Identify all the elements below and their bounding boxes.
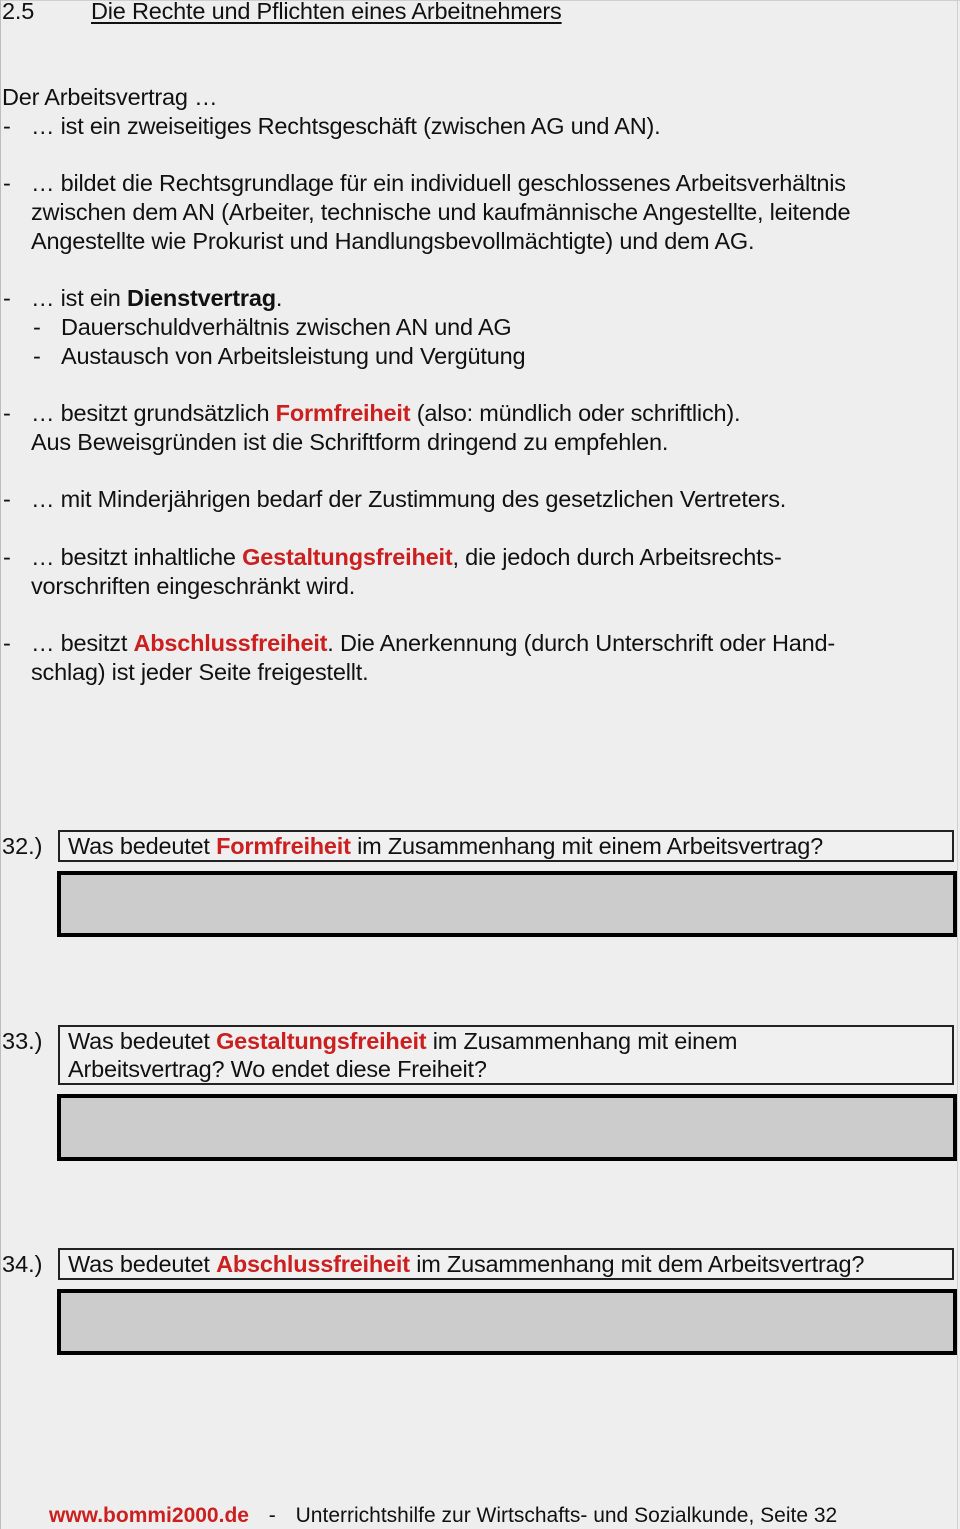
question-34-box bbox=[58, 1248, 954, 1280]
page-border-right bbox=[957, 0, 958, 1529]
bullet-3-subitem-1: Dauerschuldverhältnis zwischen AN und AG bbox=[61, 314, 512, 340]
question-34-pre: Was bedeutet bbox=[68, 1251, 217, 1277]
question-32-text bbox=[68, 832, 823, 861]
bullet-6-line-2: vorschriften eingeschränkt wird. bbox=[31, 573, 356, 599]
question-33-number: 33.) bbox=[2, 1028, 43, 1054]
bullet-5-text: … mit Minderjährigen bedarf der Zustimmung des gesetzlichen Vertreters. bbox=[31, 486, 787, 512]
bullet-dash: - bbox=[3, 285, 11, 311]
answer-33-field[interactable] bbox=[57, 1094, 957, 1161]
question-32-pre: Was bedeutet bbox=[68, 833, 217, 859]
bullet-3-subitem-2: Austausch von Arbeitsleistung und Vergütung bbox=[61, 343, 526, 369]
answer-32-field[interactable] bbox=[57, 871, 957, 937]
bullet-dash: - bbox=[3, 544, 11, 570]
footer-separator: - bbox=[268, 1504, 276, 1527]
bullet-7-line-2: schlag) ist jeder Seite freigestellt. bbox=[31, 659, 369, 685]
answer-34-field[interactable] bbox=[57, 1289, 957, 1355]
question-33-highlight: Gestaltungsfreiheit bbox=[216, 1028, 427, 1054]
bullet-2-line-1: … bildet die Rechtsgrundlage für ein individuell geschlossenes Arbeitsverhältnis bbox=[31, 170, 846, 196]
intro-text: Der Arbeitsvertrag … bbox=[2, 84, 218, 110]
bullet-2-line-2: zwischen dem AN (Arbeiter, technische und kaufmännische Angestellte, leitende bbox=[31, 199, 851, 225]
question-33-line-1 bbox=[68, 1027, 737, 1056]
bullet-4-pre: … besitzt grundsätzlich bbox=[31, 400, 276, 426]
bullet-dash: - bbox=[3, 113, 11, 139]
bullet-dash: - bbox=[3, 400, 11, 426]
bullet-4-line-1 bbox=[31, 399, 740, 428]
bullet-6-highlight: Gestaltungsfreiheit bbox=[242, 544, 453, 570]
bullet-dash: - bbox=[3, 486, 11, 512]
question-34-text bbox=[68, 1250, 864, 1279]
footer-site-link[interactable]: www.bommi2000.de bbox=[49, 1504, 249, 1527]
question-34-number: 34.) bbox=[2, 1251, 43, 1277]
question-32-post: im Zusammenhang mit einem Arbeitsvertrag? bbox=[350, 833, 824, 859]
question-33-line-2: Arbeitsvertrag? Wo endet diese Freiheit? bbox=[68, 1056, 487, 1082]
question-34-highlight: Abschlussfreiheit bbox=[216, 1251, 410, 1277]
question-33-box bbox=[58, 1025, 954, 1085]
bullet-6-pre: … besitzt inhaltliche bbox=[31, 544, 243, 570]
question-34-post: im Zusammenhang mit dem Arbeitsvertrag? bbox=[409, 1251, 865, 1277]
bullet-1-text: … ist ein zweiseitiges Rechtsgeschäft (zwischen AG und AN). bbox=[31, 113, 661, 139]
bullet-7-post: . Die Anerkennung (durch Unterschrift oder Hand- bbox=[327, 630, 835, 656]
bullet-7-line-1 bbox=[31, 629, 835, 658]
question-32-highlight: Formfreiheit bbox=[216, 833, 351, 859]
bullet-2-line-3: Angestellte wie Prokurist und Handlungsbevollmächtigte) und dem AG. bbox=[31, 228, 755, 254]
subitem-dash: - bbox=[33, 343, 41, 369]
subitem-dash: - bbox=[33, 314, 41, 340]
bullet-3-post: . bbox=[275, 285, 283, 311]
page-border-left bbox=[0, 0, 1, 1529]
bullet-dash: - bbox=[3, 170, 11, 196]
bullet-7-pre: … besitzt bbox=[31, 630, 134, 656]
question-32-box bbox=[58, 830, 954, 862]
bullet-4-post: (also: mündlich oder schriftlich). bbox=[410, 400, 741, 426]
bullet-4-line-2: Aus Beweisgründen ist die Schriftform dringend zu empfehlen. bbox=[31, 429, 669, 455]
page-footer bbox=[49, 1503, 837, 1529]
question-33-post: im Zusammenhang mit einem bbox=[426, 1028, 738, 1054]
bullet-7-highlight: Abschlussfreiheit bbox=[133, 630, 328, 656]
section-number: 2.5 bbox=[2, 0, 35, 24]
bullet-6-post: , die jedoch durch Arbeitsrechts- bbox=[452, 544, 782, 570]
bullet-3-text bbox=[31, 284, 282, 313]
bullet-3-bold: Dienstvertrag bbox=[126, 285, 276, 311]
bullet-6-line-1 bbox=[31, 543, 782, 572]
section-title: Die Rechte und Pflichten eines Arbeitnehmers bbox=[91, 0, 562, 24]
question-33-pre: Was bedeutet bbox=[68, 1028, 217, 1054]
question-32-number: 32.) bbox=[2, 833, 43, 859]
footer-text: Unterrichtshilfe zur Wirtschafts- und Sozialkunde, Seite 32 bbox=[295, 1504, 838, 1527]
bullet-3-pre: … ist ein bbox=[31, 285, 127, 311]
bullet-dash: - bbox=[3, 630, 11, 656]
bullet-4-highlight: Formfreiheit bbox=[275, 400, 411, 426]
